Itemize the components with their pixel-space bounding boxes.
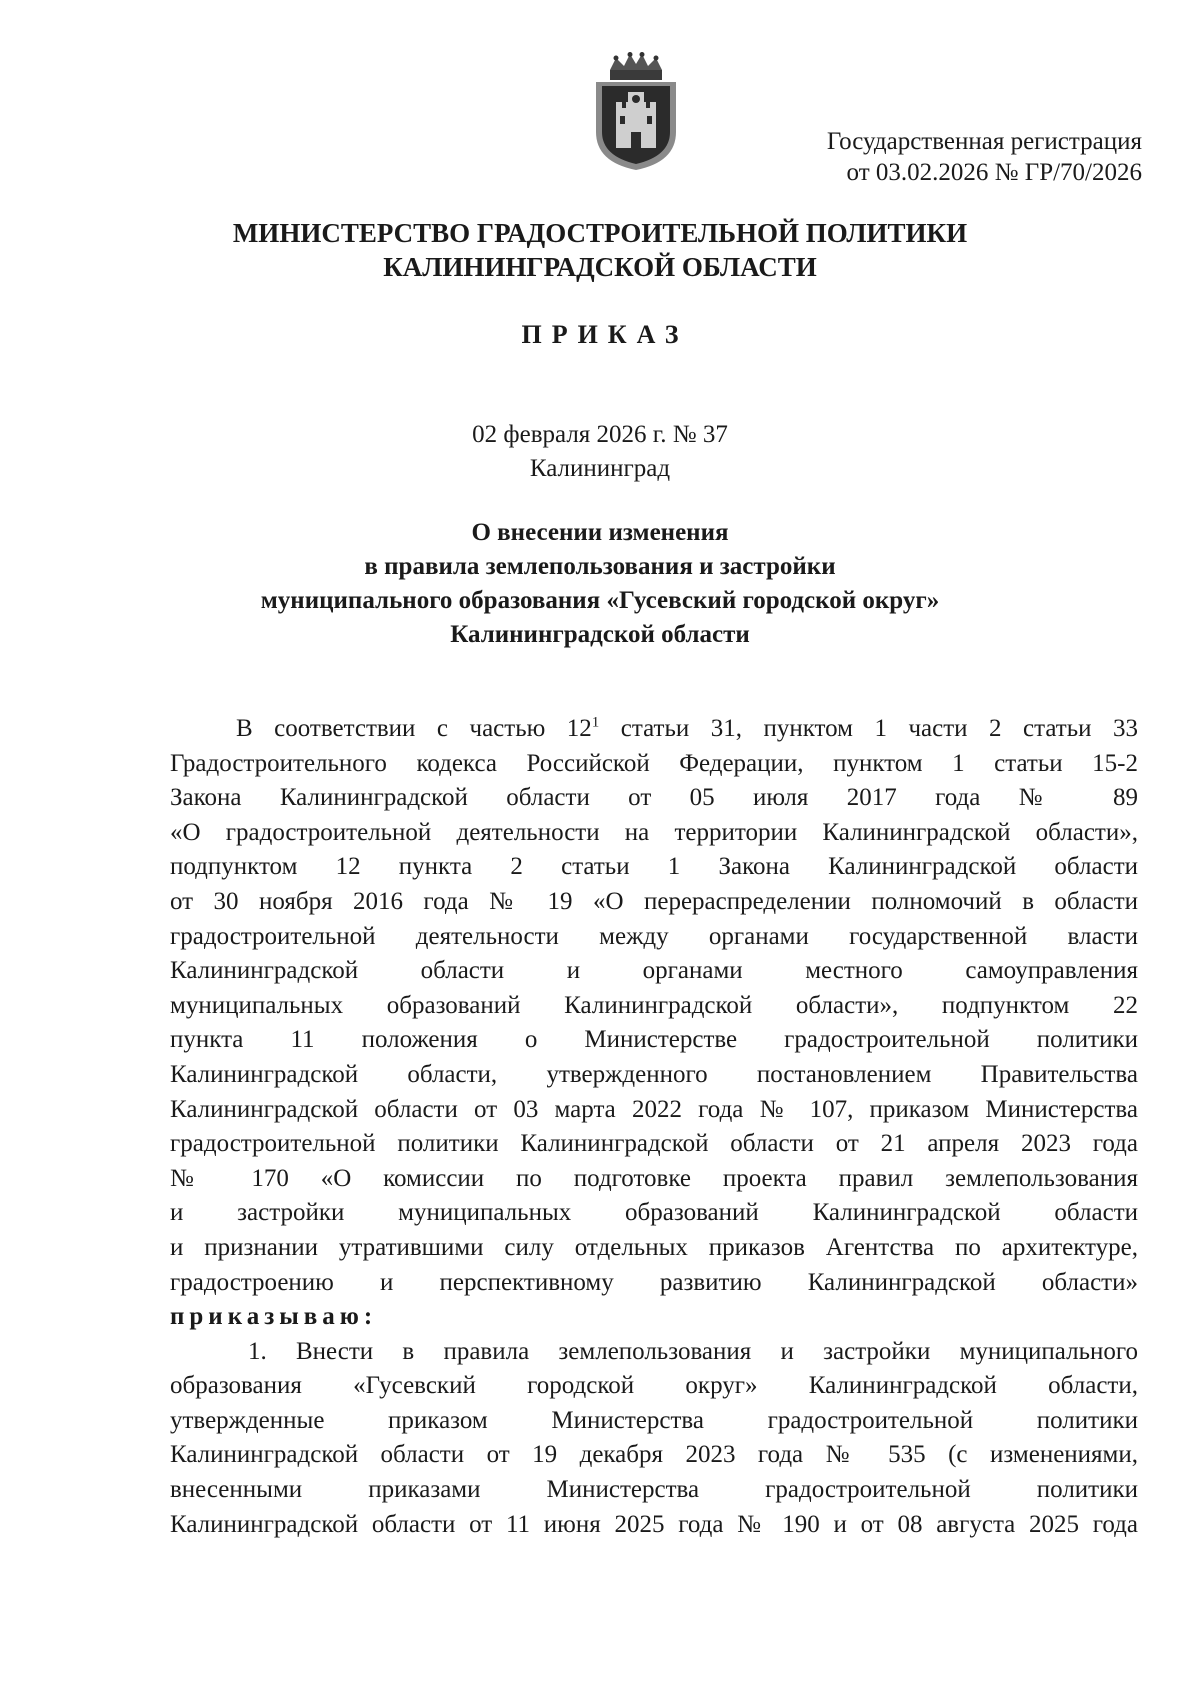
order-title: ПРИКАЗ [521,320,689,349]
order-city: Калининград [529,455,671,482]
preamble-line: Калининградской области, утвержденного постановлением Правительства [170,1060,1138,1088]
preamble-line: и признании утратившими силу отдельных приказов Агентства по архитектуре, [170,1233,1138,1261]
preamble-line: «О градостроительной деятельности на территории Калининградской области», [170,818,1138,846]
registration-number: от 03.02.2026 № ГР/70/2026 [846,159,1142,186]
preamble-line: № 170 «О комиссии по подготовке проекта правил землепользования [170,1164,1138,1192]
subject-line-4: Калининградской области [450,621,750,648]
decree-word: приказываю: [170,1303,378,1331]
preamble-line: Калининградской области и органами местного самоуправления [170,957,1138,985]
order-date-number: 02 февраля 2026 г. № 37 [472,421,728,448]
item-1-line: образования «Гусевский городской округ» Калининградской области, [170,1372,1138,1400]
preamble-line: Градостроительного кодекса Российской Федерации, пунктом 1 статьи 15-2 [170,749,1138,777]
preamble-line: градостроительной политики Калининградской области от 21 апреля 2023 года [170,1130,1138,1158]
preamble-line: градостроению и перспективному развитию Калининградской области» [170,1268,1138,1296]
item-1-line: 1. Внести в правила землепользования и застройки муниципального [248,1337,1138,1365]
order-body [170,712,1138,1542]
preamble-line: Калининградской области от 03 марта 2022 года № 107, приказом Министерства [170,1095,1138,1123]
preamble-line: градостроительной деятельности между органами государственной власти [170,922,1138,950]
crown-icon [610,52,662,80]
order-date-block [0,418,1200,486]
ministry-name [0,216,1200,284]
preamble-line: В соответствии с частью $12^1$ статьи 31, пунктом 1 части 2 статьи 33 [236,714,1138,742]
subject-line-2: в правила землепользования и застройки [364,553,836,580]
subject-line-1: О внесении изменения [471,519,729,546]
ministry-line-2: КАЛИНИНГРАДСКОЙ ОБЛАСТИ [383,252,817,282]
registration-label: Государственная регистрация [826,128,1142,155]
preamble-line: и застройки муниципальных образований Калининградской области [170,1199,1138,1227]
preamble-line: Закона Калининградской области от 05 июля 2017 года № 89 [170,784,1138,812]
preamble-line: от 30 ноября 2016 года № 19 «О перераспределении полномочий в области [170,887,1138,915]
item-1-line: утвержденные приказом Министерства градостроительной политики [170,1406,1138,1434]
subject-line-3: муниципального образования «Гусевский городской округ» [260,587,940,614]
order-subject [0,516,1200,652]
item-1-line: Калининградской области от 11 июня 2025 года № 190 и от 08 августа 2025 года [170,1510,1138,1538]
preamble-line: муниципальных образований Калининградской области», подпунктом 22 [170,991,1138,1019]
preamble-line: пункта 11 положения о Министерстве градостроительной политики [170,1026,1138,1054]
coat-of-arms-emblem [590,52,682,172]
ministry-line-1: МИНИСТЕРСТВО ГРАДОСТРОИТЕЛЬНОЙ ПОЛИТИКИ [232,218,968,248]
item-1-line: Калининградской области от 19 декабря 2023 года № 535 (с изменениями, [170,1441,1138,1469]
item-1-line: внесенными приказами Министерства градостроительной политики [170,1476,1138,1504]
state-registration [827,126,1142,188]
preamble-line: подпунктом 12 пункта 2 статьи 1 Закона Калининградской области [170,853,1138,881]
